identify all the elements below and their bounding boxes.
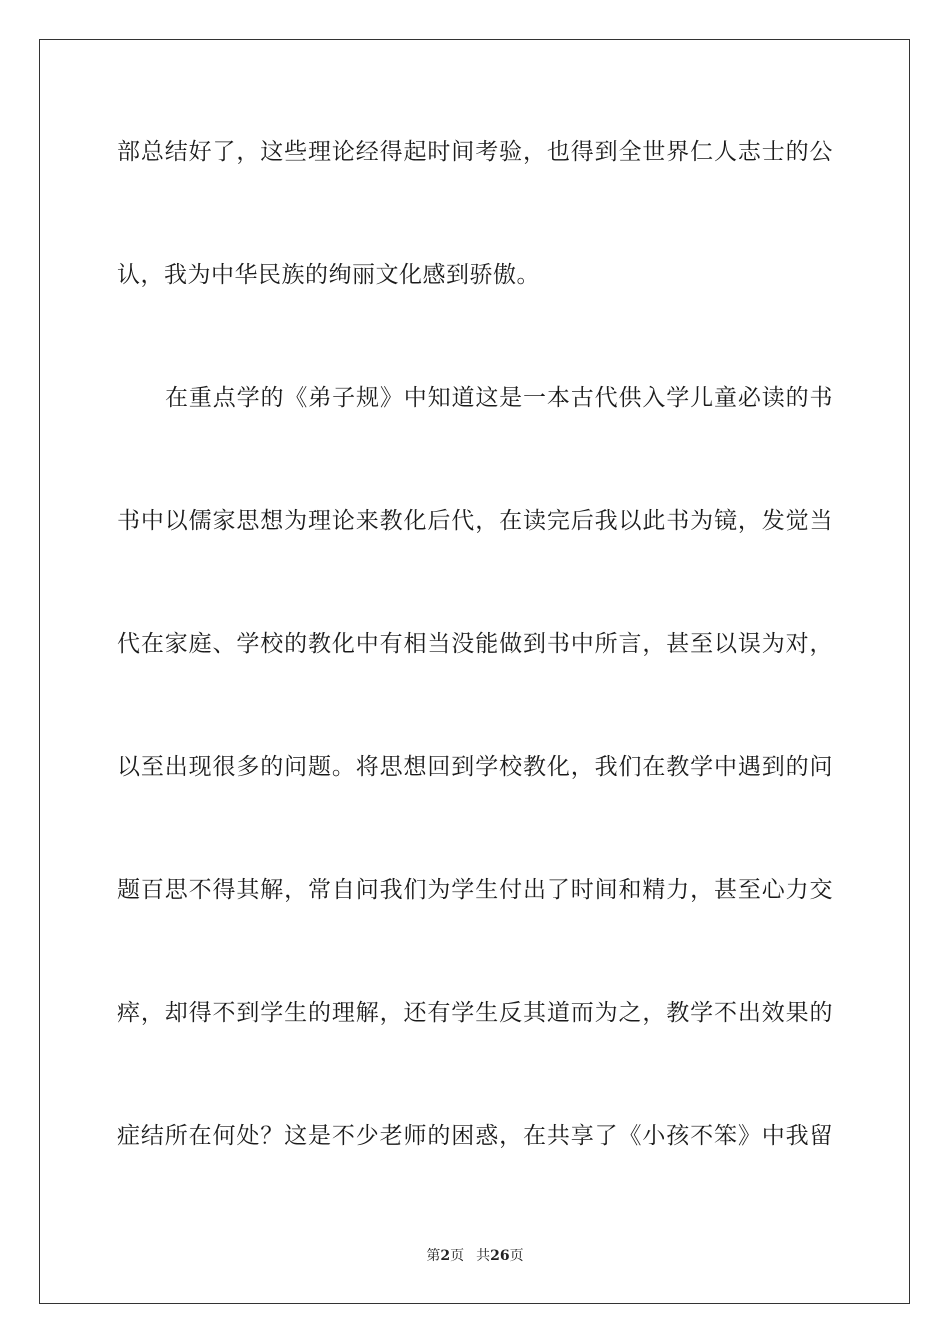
text-line-1: 部总结好了，这些理论经得起时间考验，也得到全世界仁人志士的公 xyxy=(117,139,833,165)
page-footer xyxy=(0,1247,950,1265)
text-line-9: 症结所在何处？这是不少老师的困惑，在共享了《小孩不笨》中我留 xyxy=(117,1123,833,1149)
text-line-7: 题百思不得其解，常自问我们为学生付出了时间和精力，甚至心力交 xyxy=(117,877,833,903)
text-line-4: 书中以儒家思想为理论来教化后代，在读完后我以此书为镜，发觉当 xyxy=(117,508,833,534)
text-line-5: 代在家庭、学校的教化中有相当没能做到书中所言，甚至以误为对， xyxy=(117,631,833,657)
total-suffix: 页 xyxy=(509,1248,524,1264)
text-line-6: 以至出现很多的问题。将思想回到学校教化，我们在教学中遇到的问 xyxy=(117,754,833,780)
total-pages: 26 xyxy=(490,1248,510,1264)
page-prefix: 第 xyxy=(426,1248,441,1264)
text-line-2: 认，我为中华民族的绚丽文化感到骄傲。 xyxy=(117,262,540,288)
total-prefix: 共 xyxy=(476,1248,491,1264)
page-border xyxy=(39,39,910,1304)
page-suffix: 页 xyxy=(450,1248,465,1264)
text-line-3: 在重点学的《弟子规》中知道这是一本古代供入学儿童必读的书 xyxy=(165,385,833,411)
text-line-8: 瘁，却得不到学生的理解，还有学生反其道而为之，教学不出效果的 xyxy=(117,1000,833,1026)
page-number: 2 xyxy=(440,1248,451,1264)
